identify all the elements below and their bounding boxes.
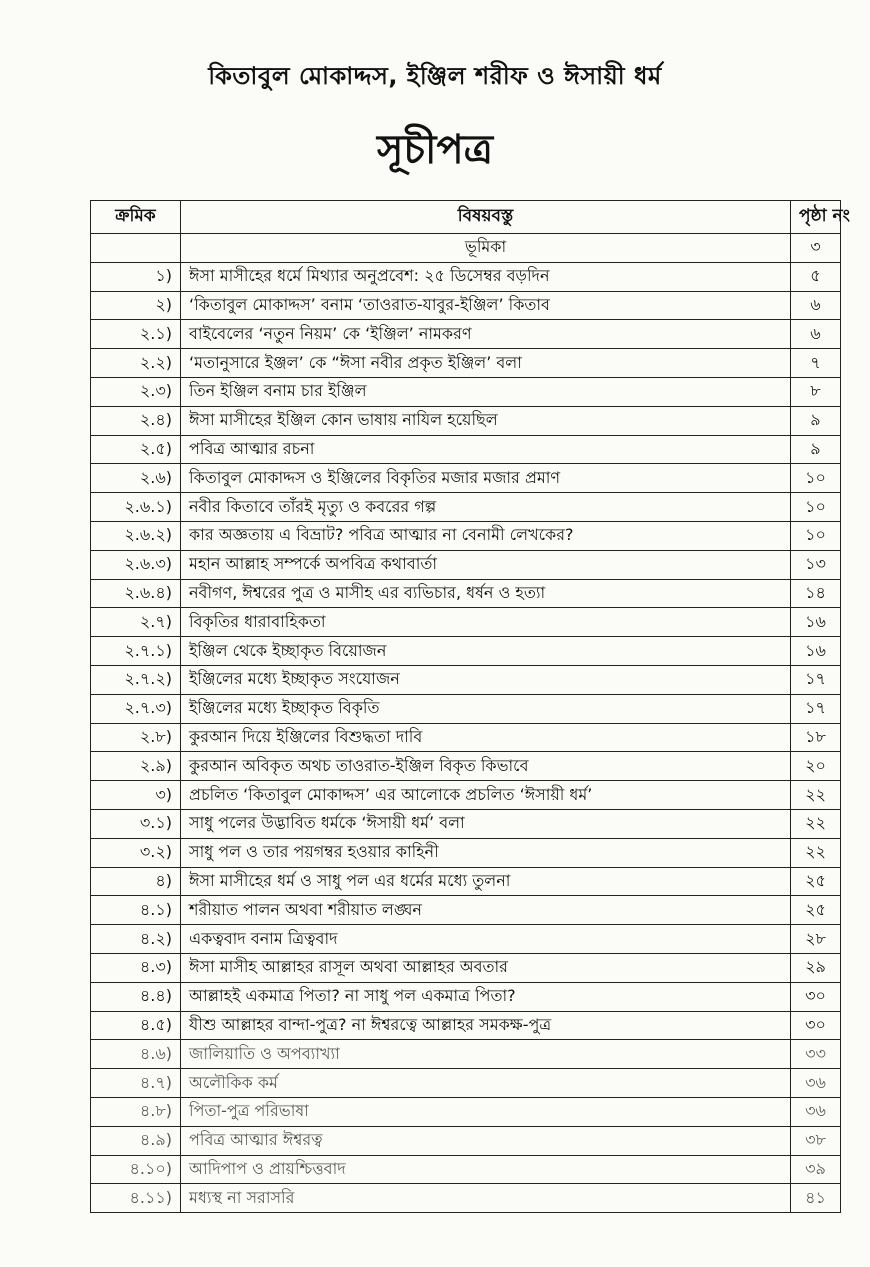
toc-serial: ২.৭.১) — [91, 637, 181, 666]
header-page: পৃষ্ঠা নং — [791, 201, 841, 234]
toc-serial: ৩.২) — [91, 838, 181, 867]
toc-row — [91, 1126, 841, 1155]
toc-page: ২২ — [791, 838, 841, 867]
toc-serial: ২.৫) — [91, 435, 181, 464]
toc-page: ৬ — [791, 320, 841, 349]
toc-subject: মহান আল্লাহ সম্পর্কে অপবিত্র কথাবার্তা — [181, 550, 791, 579]
toc-row — [91, 781, 841, 810]
toc-page: ১৬ — [791, 637, 841, 666]
toc-page: ১৬ — [791, 608, 841, 637]
toc-page: ২৫ — [791, 896, 841, 925]
toc-serial: ৪.২) — [91, 925, 181, 954]
toc-page: ৩৯ — [791, 1155, 841, 1184]
toc-subject: ইঞ্জিলের মধ্যে ইচ্ছাকৃত বিকৃতি — [181, 694, 791, 723]
toc-subject: মধ্যস্থ না সরাসরি — [181, 1184, 791, 1213]
toc-subject: ইঞ্জিল থেকে ইচ্ছাকৃত বিয়োজন — [181, 637, 791, 666]
toc-page: ১৭ — [791, 694, 841, 723]
toc-subject: কিতাবুল মোকাদ্দস ও ইঞ্জিলের বিকৃতির মজার মজার প্রমাণ — [181, 464, 791, 493]
toc-row — [91, 1040, 841, 1069]
toc-page: ২২ — [791, 781, 841, 810]
toc-serial: ৪.৪) — [91, 982, 181, 1011]
header-subject: বিষয়বস্তু — [181, 201, 791, 234]
toc-page: ৩ — [791, 234, 841, 263]
toc-subject: সাধু পলের উদ্ভাবিত ধর্মকে ‘ঈসায়ী ধর্ম’ বলা — [181, 809, 791, 838]
toc-serial: ২.৬.৩) — [91, 550, 181, 579]
toc-subject: বাইবেলের ‘নতুন নিয়ম’ কে ‘ইঞ্জিল’ নামকরণ — [181, 320, 791, 349]
toc-page: ৩৬ — [791, 1097, 841, 1126]
toc-serial: ২.৬.২) — [91, 521, 181, 550]
toc-serial: ২) — [91, 291, 181, 320]
toc-serial: ১) — [91, 262, 181, 291]
toc-page: ৫ — [791, 262, 841, 291]
toc-page: ২০ — [791, 752, 841, 781]
toc-subject: নবীর কিতাবে তাঁরই মৃত্যু ও কবরের গল্প — [181, 493, 791, 522]
toc-serial: ২.৭) — [91, 608, 181, 637]
toc-page: ১০ — [791, 464, 841, 493]
toc-serial: ৪.৬) — [91, 1040, 181, 1069]
toc-page: ৪১ — [791, 1184, 841, 1213]
toc-subject: কুরআন দিয়ে ইঞ্জিলের বিশুদ্ধতা দাবি — [181, 723, 791, 752]
toc-table — [90, 200, 850, 1213]
toc-page: ৩৬ — [791, 1069, 841, 1098]
toc-serial: ৪.৩) — [91, 953, 181, 982]
toc-subject: শরীয়াত পালন অথবা শরীয়াত লঙ্ঘন — [181, 896, 791, 925]
toc-subject: ঈসা মাসীহের ইঞ্জিল কোন ভাষায় নাযিল হয়েছিল — [181, 406, 791, 435]
toc-subject: ইঞ্জিলের মধ্যে ইচ্ছাকৃত সংযোজন — [181, 665, 791, 694]
toc-serial: ৪.১) — [91, 896, 181, 925]
toc-row — [91, 1184, 841, 1213]
toc-row — [91, 349, 841, 378]
toc-row — [91, 493, 841, 522]
toc-serial: ২.৬.১) — [91, 493, 181, 522]
toc-row — [91, 234, 841, 263]
toc-header-row — [91, 201, 841, 234]
toc-page: ১৪ — [791, 579, 841, 608]
toc-row — [91, 809, 841, 838]
toc-serial: ৪.৮) — [91, 1097, 181, 1126]
toc-subject: ঈসা মাসীহের ধর্ম ও সাধু পল এর ধর্মের মধ্যে তুলনা — [181, 867, 791, 896]
toc-subject: ‘কিতাবুল মোকাদ্দস’ বনাম ‘তাওরাত-যাবুর-ইঞ্জিল’ কিতাব — [181, 291, 791, 320]
toc-page: ২২ — [791, 809, 841, 838]
toc-subject: কুরআন অবিকৃত অথচ তাওরাত-ইঞ্জিল বিকৃত কিভাবে — [181, 752, 791, 781]
toc-row — [91, 320, 841, 349]
toc-page: ৮ — [791, 377, 841, 406]
toc-page: ১০ — [791, 493, 841, 522]
toc-serial: ২.৭.৩) — [91, 694, 181, 723]
toc-row — [91, 608, 841, 637]
toc-row — [91, 377, 841, 406]
toc-serial: ২.৭.২) — [91, 665, 181, 694]
toc-page: ১৩ — [791, 550, 841, 579]
toc-serial: ২.৩) — [91, 377, 181, 406]
toc-row — [91, 694, 841, 723]
toc-subject: যীশু আল্লাহর বান্দা-পুত্র? না ঈশ্বরত্বে আল্লাহর সমকক্ষ-পুত্র — [181, 1011, 791, 1040]
toc-subject: ‘মতানুসারে ইঞ্জল’ কে “ঈসা নবীর প্রকৃত ইঞ্জিল’ বলা — [181, 349, 791, 378]
toc-row — [91, 262, 841, 291]
toc-serial: ২.৬.৪) — [91, 579, 181, 608]
toc-row — [91, 723, 841, 752]
toc-body — [91, 234, 841, 1213]
toc-subject: তিন ইঞ্জিল বনাম চার ইঞ্জিল — [181, 377, 791, 406]
toc-serial: ৩.১) — [91, 809, 181, 838]
toc-subject: ভূমিকা — [181, 234, 791, 263]
toc-serial: ৪.৯) — [91, 1126, 181, 1155]
book-title: কিতাবুল মোকাদ্দস, ইঞ্জিল শরীফ ও ঈসায়ী ধর্ম — [208, 62, 662, 90]
toc-serial: ৪.১১) — [91, 1184, 181, 1213]
toc-row — [91, 867, 841, 896]
toc-page: ২৮ — [791, 925, 841, 954]
toc-subject: আদিপাপ ও প্রায়শ্চিত্তবাদ — [181, 1155, 791, 1184]
toc-row — [91, 637, 841, 666]
toc-subject: নবীগণ, ঈশ্বরের পুত্র ও মাসীহ এর ব্যভিচার, ধর্ষন ও হত্যা — [181, 579, 791, 608]
toc-subject: পিতা-পুত্র পরিভাষা — [181, 1097, 791, 1126]
toc-subject: পবিত্র আত্মার রচনা — [181, 435, 791, 464]
toc-subject: পবিত্র আত্মার ঈশ্বরত্ব — [181, 1126, 791, 1155]
toc-serial — [91, 234, 181, 263]
toc-row — [91, 464, 841, 493]
toc-row — [91, 896, 841, 925]
toc-serial: ২.১) — [91, 320, 181, 349]
toc-serial: ৪.৫) — [91, 1011, 181, 1040]
toc-heading: সূচীপত্র — [377, 127, 493, 173]
toc-subject: বিকৃতির ধারাবাহিকতা — [181, 608, 791, 637]
toc-row — [91, 521, 841, 550]
toc-row — [91, 982, 841, 1011]
toc-subject: ঈসা মাসীহ আল্লাহর রাসূল অথবা আল্লাহর অবতার — [181, 953, 791, 982]
toc-row — [91, 435, 841, 464]
toc-page: ৯ — [791, 406, 841, 435]
toc-serial: ২.৮) — [91, 723, 181, 752]
toc-subject: জালিয়াতি ও অপব্যাখ্যা — [181, 1040, 791, 1069]
toc-page: ১৮ — [791, 723, 841, 752]
header-serial: ক্রমিক — [91, 201, 181, 234]
toc-serial: ২.৪) — [91, 406, 181, 435]
toc-row — [91, 291, 841, 320]
toc-page: ১০ — [791, 521, 841, 550]
toc-subject: একত্ববাদ বনাম ত্রিত্ববাদ — [181, 925, 791, 954]
toc-row — [91, 925, 841, 954]
toc-page: ৩৩ — [791, 1040, 841, 1069]
toc-subject: প্রচলিত ‘কিতাবুল মোকাদ্দস’ এর আলোকে প্রচলিত ‘ঈসায়ী ধর্ম’ — [181, 781, 791, 810]
toc-page: ৭ — [791, 349, 841, 378]
toc-serial: ২.৬) — [91, 464, 181, 493]
toc-subject: সাধু পল ও তার পয়গম্বর হওয়ার কাহিনী — [181, 838, 791, 867]
toc-row — [91, 579, 841, 608]
toc-subject: ঈসা মাসীহের ধর্মে মিথ্যার অনুপ্রবেশ: ২৫ ডিসেম্বর বড়দিন — [181, 262, 791, 291]
toc-serial: ২.৯) — [91, 752, 181, 781]
toc-page: ৩০ — [791, 1011, 841, 1040]
toc-subject: অলৌকিক কর্ম — [181, 1069, 791, 1098]
toc-row — [91, 838, 841, 867]
toc-row — [91, 752, 841, 781]
toc-subject: আল্লাহই একমাত্র পিতা? না সাধু পল একমাত্র পিতা? — [181, 982, 791, 1011]
toc-row — [91, 953, 841, 982]
toc-subject: কার অজ্ঞতায় এ বিভ্রাট? পবিত্র আত্মার না বেনামী লেখকের? — [181, 521, 791, 550]
toc-row — [91, 406, 841, 435]
toc-page: ৯ — [791, 435, 841, 464]
toc-serial: ৩) — [91, 781, 181, 810]
toc-row — [91, 550, 841, 579]
toc-page: ৬ — [791, 291, 841, 320]
toc-row — [91, 1069, 841, 1098]
toc-page: ৩৮ — [791, 1126, 841, 1155]
toc-page: ২৫ — [791, 867, 841, 896]
toc-row — [91, 1097, 841, 1126]
toc-serial: ৪.৭) — [91, 1069, 181, 1098]
toc-serial: ৪) — [91, 867, 181, 896]
toc-serial: ২.২) — [91, 349, 181, 378]
toc-page: ২৯ — [791, 953, 841, 982]
toc-row — [91, 1155, 841, 1184]
toc-page: ১৭ — [791, 665, 841, 694]
toc-row — [91, 1011, 841, 1040]
toc-row — [91, 665, 841, 694]
toc-serial: ৪.১০) — [91, 1155, 181, 1184]
toc-page: ৩০ — [791, 982, 841, 1011]
